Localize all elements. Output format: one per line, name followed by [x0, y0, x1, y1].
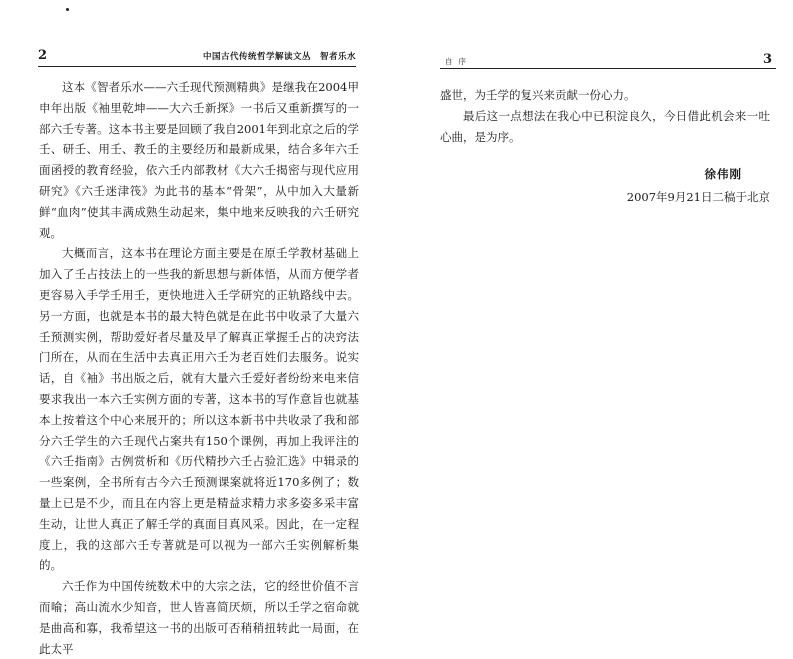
- left-page-header: [38, 46, 356, 67]
- paragraph: 六壬作为中国传统数术中的大宗之法，它的经世价值不言而喻；高山流水少知音，世人皆喜简厌烦，所以壬学之宿命就是曲高和寡，我希望这一书的出版可否稍稍扭转此一局面，在此太平: [39, 579, 359, 656]
- left-page-number: 2: [38, 48, 48, 63]
- paragraph-continued: 盛世，为壬学的复兴来贡献一份心力。: [440, 88, 636, 102]
- right-page: [400, 0, 793, 609]
- right-running-header: 自序: [445, 57, 472, 66]
- right-page-body: [440, 85, 770, 147]
- paragraph: 大概而言，这本书在理论方面主要是在原壬学教材基础上加入了壬占技法上的一些我的新思想与新体悟，从而方便学者更容易入手学壬用壬，更快地进入壬学研究的正轨路线中去。另一方面，也就是本书的最大特色就是在此书中收录了大量六壬预测实例，帮助爱好者尽量及早了解真正掌握壬占的决窍法门所在，从而在生活中去真正用六壬为老百姓们去服务。说实话，自《袖》书出版之后，就有大量六壬爱好者纷纷来电来信要求我出一本六壬实例方面的专著，这本书的写作意旨也就基本上按着这个中心来展开的；所以这本新书中共收录了我和部分六壬学生的六壬现代占案共有150个课例，再加上我评注的《六壬指南》古例赏析和《历代精抄六壬占验汇选》中辑录的一些案例，全书所有古今六壬预测课案就将近170多例了；数量上已是不少，而且在内容上更是精益求精力求多姿多采丰富生动，让世人真正了解壬学的真面目真风采。因此，在一定程度上，我的这部六壬专著就是可以视为一部六壬实例解析集的。: [39, 246, 359, 573]
- right-page-header: [440, 52, 776, 69]
- left-running-header: 中国古代传统哲学解读文丛 智者乐水: [202, 52, 356, 62]
- right-page-number: 3: [762, 52, 772, 67]
- signature-block: [440, 164, 770, 207]
- paragraph: 最后这一点想法在我心中已积淀良久，今日借此机会来一吐心曲，是为序。: [440, 108, 770, 144]
- paragraph: 这本《智者乐水——六壬现代预测精典》是继我在2004甲申年出版《袖里乾坤——大六壬新探》一书后又重新撰写的一部六壬专著。这本书主要是回顾了我自2001年到北京之后的学壬、研壬、用壬、教壬的主要经历和最新成果，结合多年六壬面函授的教育经验，依六壬内部教材《大六壬揭密与现代应用研究》《六壬迷津筏》为此书的基本“骨架”，从中加入大量新鲜“血肉”使其丰满成熟生动起来，集中地来反映我的六壬研究观。: [39, 80, 359, 240]
- left-page-body: [39, 77, 359, 659]
- scan-speck: [66, 8, 69, 11]
- author-name: 徐伟刚: [704, 167, 742, 181]
- date-line: 2007年9月21日二稿于北京: [626, 190, 770, 204]
